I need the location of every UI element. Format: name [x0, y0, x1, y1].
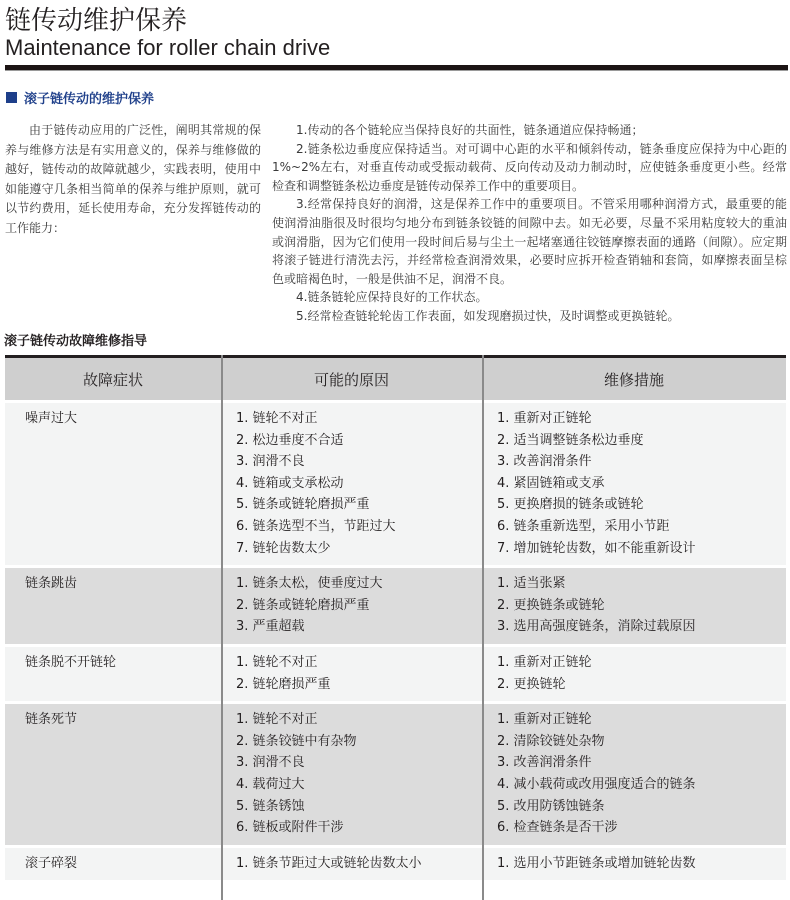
cause-item: 1. 链条节距过大或链轮齿数太小	[236, 855, 422, 871]
symptom-cell: 滚子碎裂	[25, 855, 78, 871]
remedy-item: 7. 增加链轮齿数，如不能重新设计	[497, 540, 696, 556]
cause-item: 6. 链条选型不当，节距过大	[236, 518, 396, 534]
cause-item: 2. 链轮磨损严重	[236, 676, 331, 692]
cause-item: 5. 链条或链轮磨损严重	[236, 497, 370, 513]
table-row	[5, 403, 786, 565]
cause-item: 1. 链轮不对正	[236, 654, 318, 670]
remedy-item: 1. 选用小节距链条或增加链轮齿数	[497, 855, 696, 871]
cause-item: 3. 润滑不良	[236, 755, 305, 771]
cause-item: 1. 链条太松，使垂度过大	[236, 576, 383, 592]
table-row	[5, 704, 786, 845]
remedy-cell	[482, 853, 786, 875]
column-divider	[221, 355, 223, 900]
table-body	[5, 403, 786, 880]
remedy-item: 3. 选用高强度链条，消除过载原因	[497, 619, 696, 635]
table-header-row	[5, 355, 786, 400]
section-heading-text: 滚子链传动的维护保养	[24, 92, 155, 107]
cause-item: 3. 润滑不良	[236, 454, 305, 470]
remedy-item: 5. 改用防锈蚀链条	[497, 798, 605, 814]
cause-cell	[221, 709, 482, 839]
symptom-cell: 链条脱不开链轮	[25, 654, 117, 670]
remedy-item: 4. 紧固链箱或支承	[497, 475, 605, 491]
remedy-item: 2. 更换链条或链轮	[497, 597, 605, 613]
cause-item: 5. 链条锈蚀	[236, 798, 305, 814]
column-divider	[482, 355, 484, 900]
intro-paragraph: 由于链传动应用的广泛性，阐明其常规的保养与维修方法是有实用意义的，保养与维修做的越好，链传动的故障就越少，实践表明，使用中如能遵守几条相当简单的保养与维护原则，就可以节约费用，延长使用寿命，充分发挥链传动的工作能力：	[5, 123, 261, 235]
cause-item: 2. 链条铰链中有杂物	[236, 733, 357, 749]
square-bullet-icon	[6, 92, 17, 103]
cause-item: 6. 链板或附件干涉	[236, 820, 344, 836]
remedy-item: 5. 更换磨损的链条或链轮	[497, 497, 644, 513]
page-title-cn: 链传动维护保养	[5, 6, 188, 36]
remedy-cell	[482, 709, 786, 839]
remedy-item: 6. 检查链条是否干涉	[497, 820, 618, 836]
remedy-cell	[482, 408, 786, 559]
page-title-en: Maintenance for roller chain drive	[5, 35, 331, 60]
table-title: 滚子链传动故障维修指导	[4, 334, 148, 349]
header-symptom: 故障症状	[82, 370, 143, 389]
maintenance-point: 5.经常检查链轮轮齿工作表面，如发现磨损过快，及时调整或更换链轮。	[296, 308, 680, 323]
header-remedies: 维修措施	[603, 370, 664, 389]
table-row	[5, 568, 786, 644]
cause-item: 4. 载荷过大	[236, 776, 305, 792]
maintenance-point: 1.传动的各个链轮应当保持良好的共面性，链条通道应保持畅通；	[296, 123, 644, 137]
cause-item: 3. 严重超载	[236, 619, 305, 635]
section-heading	[6, 88, 154, 107]
symptom-cell: 链条跳齿	[25, 576, 78, 592]
remedy-cell	[482, 573, 786, 638]
maintenance-points	[272, 121, 787, 326]
title-rule	[5, 65, 788, 71]
cause-cell	[221, 652, 482, 695]
symptom-cell: 噪声过大	[25, 411, 78, 426]
remedy-item: 1. 适当张紧	[497, 576, 566, 592]
maintenance-point: 3.经常保持良好的润滑，这是保养工作中的重要项目。不管采用哪种润滑方式，最重要的能使润滑油脂很及时很均匀地分布到链条铰链的间隙中去。如无必要，尽量不采用粘度较大的重油或润滑脂，因为它们使用一段时间后易与尘土一起堵塞通往铰链摩擦表面的通路（间隙）。应定期将滚子链进行清洗去污，并经常检查润滑效果，必要时应拆开检查销轴和套筒，如摩擦表面呈棕色或暗褐色时，一般是供油不足，润滑不良。	[272, 197, 787, 286]
maintenance-point: 2.链条松边垂度应保持适当。对可调中心距的水平和倾斜传动，链条垂度应保持为中心距的1%~2%左右，对垂直传动或受振动载荷、反向传动及动力制动时，应使链条垂度更小些。经常检查和调整链条松边垂度是链传动保养工作中的重要项目。	[272, 141, 787, 193]
cause-item: 4. 链箱或支承松动	[236, 475, 344, 491]
remedy-item: 2. 清除铰链处杂物	[497, 733, 605, 749]
table-row	[5, 848, 786, 881]
remedy-item: 6. 链条重新选型，采用小节距	[497, 518, 670, 534]
remedy-item: 4. 减小载荷或改用强度适合的链条	[497, 776, 696, 792]
symptom-cell: 链条死节	[25, 712, 78, 728]
table-row	[5, 647, 786, 701]
remedy-item: 2. 更换链轮	[497, 676, 566, 692]
troubleshooting-table	[5, 355, 786, 880]
remedy-item: 3. 改善润滑条件	[497, 454, 592, 470]
cause-cell	[221, 408, 482, 559]
cause-item: 2. 松边垂度不合适	[236, 432, 344, 448]
cause-cell	[221, 573, 482, 638]
remedy-item: 2. 适当调整链条松边垂度	[497, 432, 644, 448]
remedy-item: 1. 重新对正链轮	[497, 654, 592, 670]
header-causes: 可能的原因	[313, 370, 389, 389]
remedy-item: 1. 重新对正链轮	[497, 411, 592, 426]
cause-item: 1. 链轮不对正	[236, 712, 318, 728]
cause-item: 2. 链条或链轮磨损严重	[236, 597, 370, 613]
remedy-cell	[482, 652, 786, 695]
maintenance-point: 4.链条链轮应保持良好的工作状态。	[296, 290, 488, 305]
remedy-item: 3. 改善润滑条件	[497, 755, 592, 771]
cause-cell	[221, 853, 482, 875]
cause-item: 1. 链轮不对正	[236, 411, 318, 426]
cause-item: 7. 链轮齿数太少	[236, 540, 331, 556]
remedy-item: 1. 重新对正链轮	[497, 712, 592, 728]
